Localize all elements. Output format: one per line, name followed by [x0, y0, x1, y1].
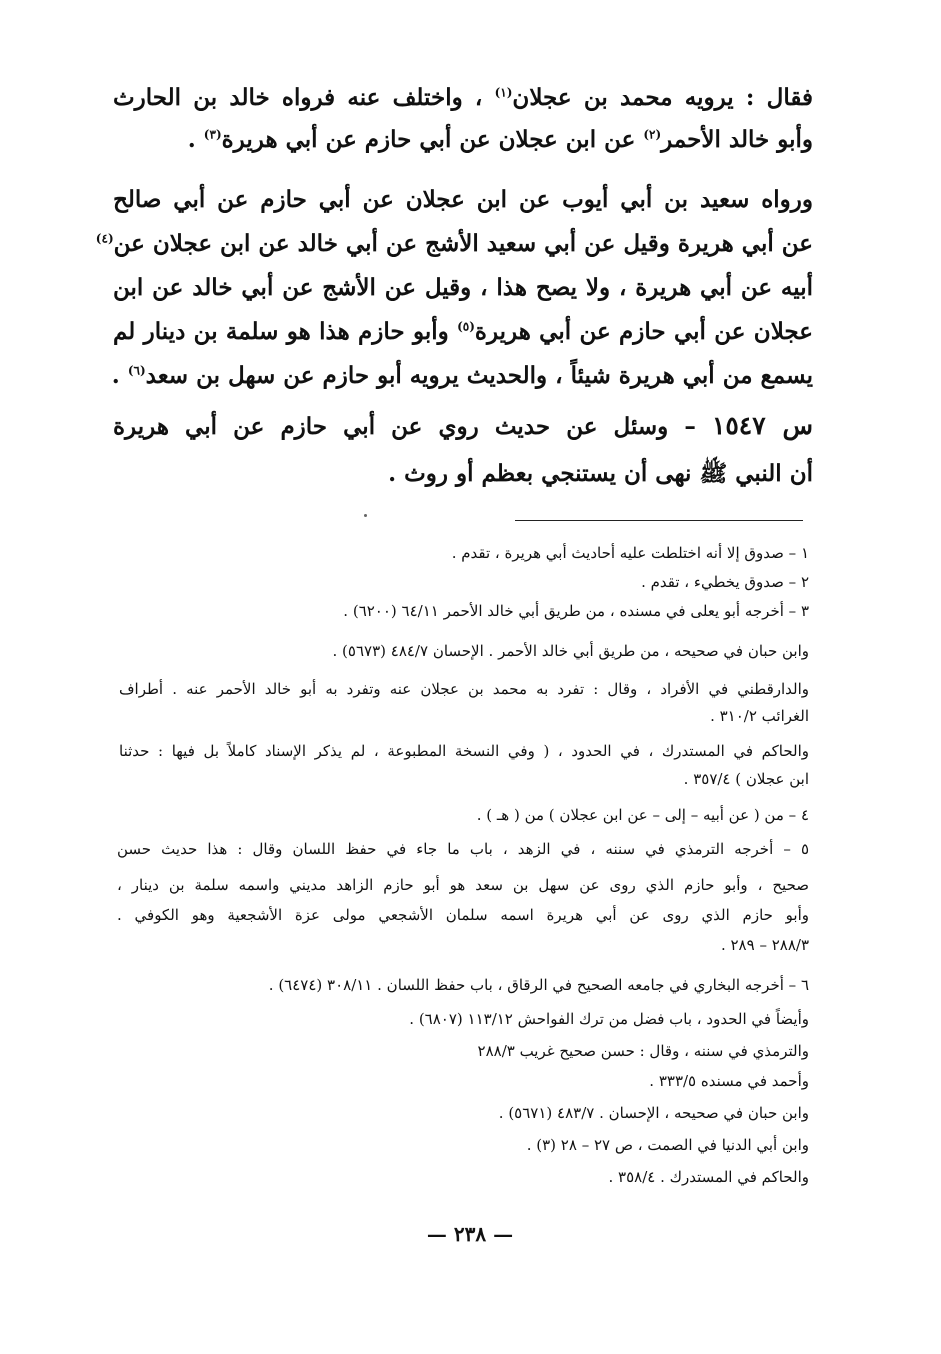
footnote-line: وأبو حازم الذي روى عن أبي هريرة اسمه سلمان الأشجعي مولى عزة الأشجعية وهو الكوفي . — [117, 906, 809, 924]
footnote-line: ٦ – أخرجه البخاري في جامعه الصحيح في الرقاق ، باب حفظ اللسان . ٣٠٨/١١ (٦٤٧٤) . — [268, 976, 809, 994]
footnote-line: ٤ – من ( عن أبيه – إلى – عن ابن عجلان ) من ( هـ ) . — [476, 806, 809, 824]
footnote-line: ١ – صدوق إلا أنه اختلطت عليه أحاديث أبي هريرة ، تقدم . — [451, 544, 809, 562]
footnote-line: والحاكم في المستدرك ، في الحدود ، ( وفي النسخة المطبوعة ، لم يذكر الإسناد كاملاً بل فيها : حدثنا — [119, 742, 809, 760]
footnote-line: ٣ – أخرجه أبو يعلى في مسنده ، من طريق أبي خالد الأحمر ٦٤/١١ (٦٢٠٠) . — [343, 602, 809, 620]
question-line: س ١٥٤٧ – وسئل عن حديث روي عن أبي حازم عن أبي هريرة — [113, 411, 813, 440]
footnote-line: صحيح ، وأبو حازم الذي روى عن سهل بن سعد هو أبو حازم الزاهد مديني واسمه سلمة بن دينار ، — [117, 876, 809, 894]
speck — [364, 514, 367, 517]
body-line: فقال : يرويه محمد بن عجلان$^{(١)}$ ، واختلف عنه فرواه خالد بن الحارث — [113, 84, 813, 111]
footnote-line: والترمذي في سننه ، وقال : حسن صحيح غريب ٢٨٨/٣ — [477, 1042, 809, 1060]
footnote-line: والدارقطني في الأفراد ، وقال : تفرد به محمد بن عجلان عنه وتفرد به أبو خالد الأحمر عنه . أطراف — [119, 680, 809, 698]
footnote-line: وأحمد في مسنده ٣٣٣/٥ . — [649, 1072, 809, 1090]
page-number: — ٢٣٨ — — [426, 1222, 514, 1246]
body-line: أبيه عن أبي هريرة ، ولا يصح هذا ، وقيل عن الأشج عن أبي خالد عن ابن — [113, 274, 813, 301]
question-number: س ١٥٤٧ — [711, 411, 813, 440]
footnote-line: ٢٨٨/٣ – ٢٨٩ . — [720, 936, 809, 954]
footnote-line: وابن حبان في صحيحه ، من طريق أبي خالد الأحمر . الإحسان ٤٨٤/٧ (٥٦٧٣) . — [332, 642, 809, 660]
footnote-line: ٥ – أخرجه الترمذي في سننه ، في الزهد ، باب ما جاء في حفظ اللسان وقال : هذا حديث حسن — [117, 840, 809, 858]
footnote-line: والحاكم في المستدرك . ٣٥٨/٤ . — [608, 1168, 809, 1186]
body-line: ورواه سعيد بن أبي أيوب عن ابن عجلان عن أبي حازم عن أبي صالح — [113, 186, 813, 213]
footnote-line: ٢ – صدوق يخطيء ، تقدم . — [641, 573, 809, 591]
body-line: يسمع من أبي هريرة شيئاً ، والحديث يرويه أبو حازم عن سهل بن سعد$^{(٦)}$ . — [111, 362, 813, 389]
body-line: عجلان عن أبي حازم عن أبي هريرة$^{(٥)}$ وأبو حازم هذا هو سلمة بن دينار لم — [113, 318, 813, 345]
body-line: عن أبي هريرة وقيل عن أبي سعيد الأشج عن أبي خالد عن ابن عجلان عن$^{(٤)}$ — [95, 230, 813, 257]
footnote-separator — [515, 520, 803, 521]
footnote-line: وابن حبان في صحيحه ، الإحسان . ٤٨٣/٧ (٥٦٧١) . — [498, 1104, 809, 1122]
footnote-line: وأيضاً في الحدود ، باب فضل من ترك الفواحش ١١٣/١٢ (٦٨٠٧) . — [409, 1010, 809, 1028]
body-line: وأبو خالد الأحمر$^{(٢)}$ عن ابن عجلان عن أبي حازم عن أبي هريرة$^{(٣)}$ . — [187, 126, 813, 153]
footnote-line: وابن أبي الدنيا في الصمت ، ص ٢٧ – ٢٨ (٣) . — [526, 1136, 809, 1154]
question-line: أن النبي ﷺ نهى أن يستنجي بعظم أو روث . — [388, 460, 813, 487]
footnote-line: الغرائب ٣١٠/٢ . — [710, 707, 809, 725]
footnote-line: ابن عجلان ) ٣٥٧/٤ . — [683, 770, 809, 788]
